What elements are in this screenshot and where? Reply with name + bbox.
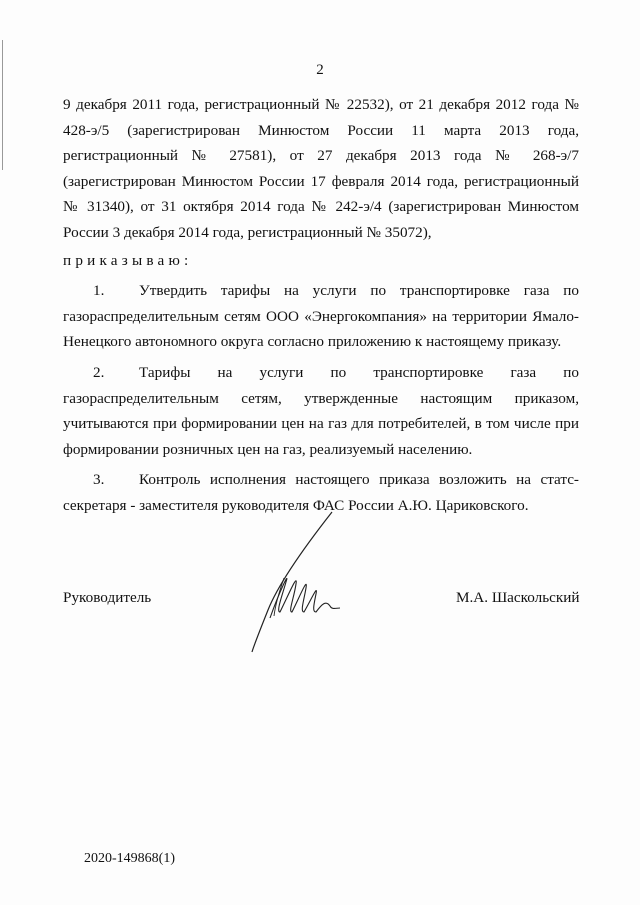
handwritten-signature	[240, 500, 360, 660]
intro-line: регистрационный № 27581), от 27 декабря 2013 года № 268-э/7	[63, 147, 579, 165]
order-item-1	[63, 278, 579, 355]
scan-edge-line	[2, 40, 3, 170]
order-paragraph	[63, 248, 579, 274]
page-number: 2	[316, 62, 324, 78]
intro-line: № 428-э/5 (зарегистрирован Минюстом России 11 марта 2013 года,	[63, 96, 579, 139]
item-number: 2.	[93, 363, 105, 381]
item-text: Контроль исполнения настоящего приказа возложить на статс-секретаря - заместителя руководителя ФАС России А.Ю. Цариковского.	[63, 471, 579, 514]
intro-line: № 31340), от 31 октября 2014 года № 242-э/4 (зарегистрирован Минюстом	[63, 198, 579, 216]
intro-paragraph	[63, 92, 579, 246]
item-number: 1.	[93, 282, 105, 300]
intro-line: (зарегистрирован Минюстом России 17 февраля 2014 года, регистрационный	[63, 172, 579, 190]
intro-line: России 3 декабря 2014 года, регистрационный № 35072),	[63, 223, 432, 241]
signatory-name: М.А. Шаскольский	[456, 589, 580, 606]
document-id: 2020-149868(1)	[84, 851, 175, 866]
item-text: Тарифы на услуги по транспортировке газа по газораспределительным сетям, утвержденные настоящим приказом, учитываются при формировании цен на газ для потребителей, в том числе при формировании розничных цен на газ, реализуемый населению.	[63, 363, 579, 458]
item-number: 3.	[93, 471, 105, 489]
signatory-title: Руководитель	[63, 589, 152, 606]
document-body	[63, 92, 579, 519]
order-item-2	[63, 360, 579, 462]
intro-line: 9 декабря 2011 года, регистрационный № 22532), от 21 декабря 2012 года	[63, 96, 559, 113]
item-text: Утвердить тарифы на услуги по транспортировке газа по газораспределительным сетям ООО «Энергокомпания» на территории Ямало-Ненецкого автономного округа согласно приложению к настоящему приказу.	[63, 282, 579, 351]
order-word: приказываю:	[63, 251, 193, 269]
